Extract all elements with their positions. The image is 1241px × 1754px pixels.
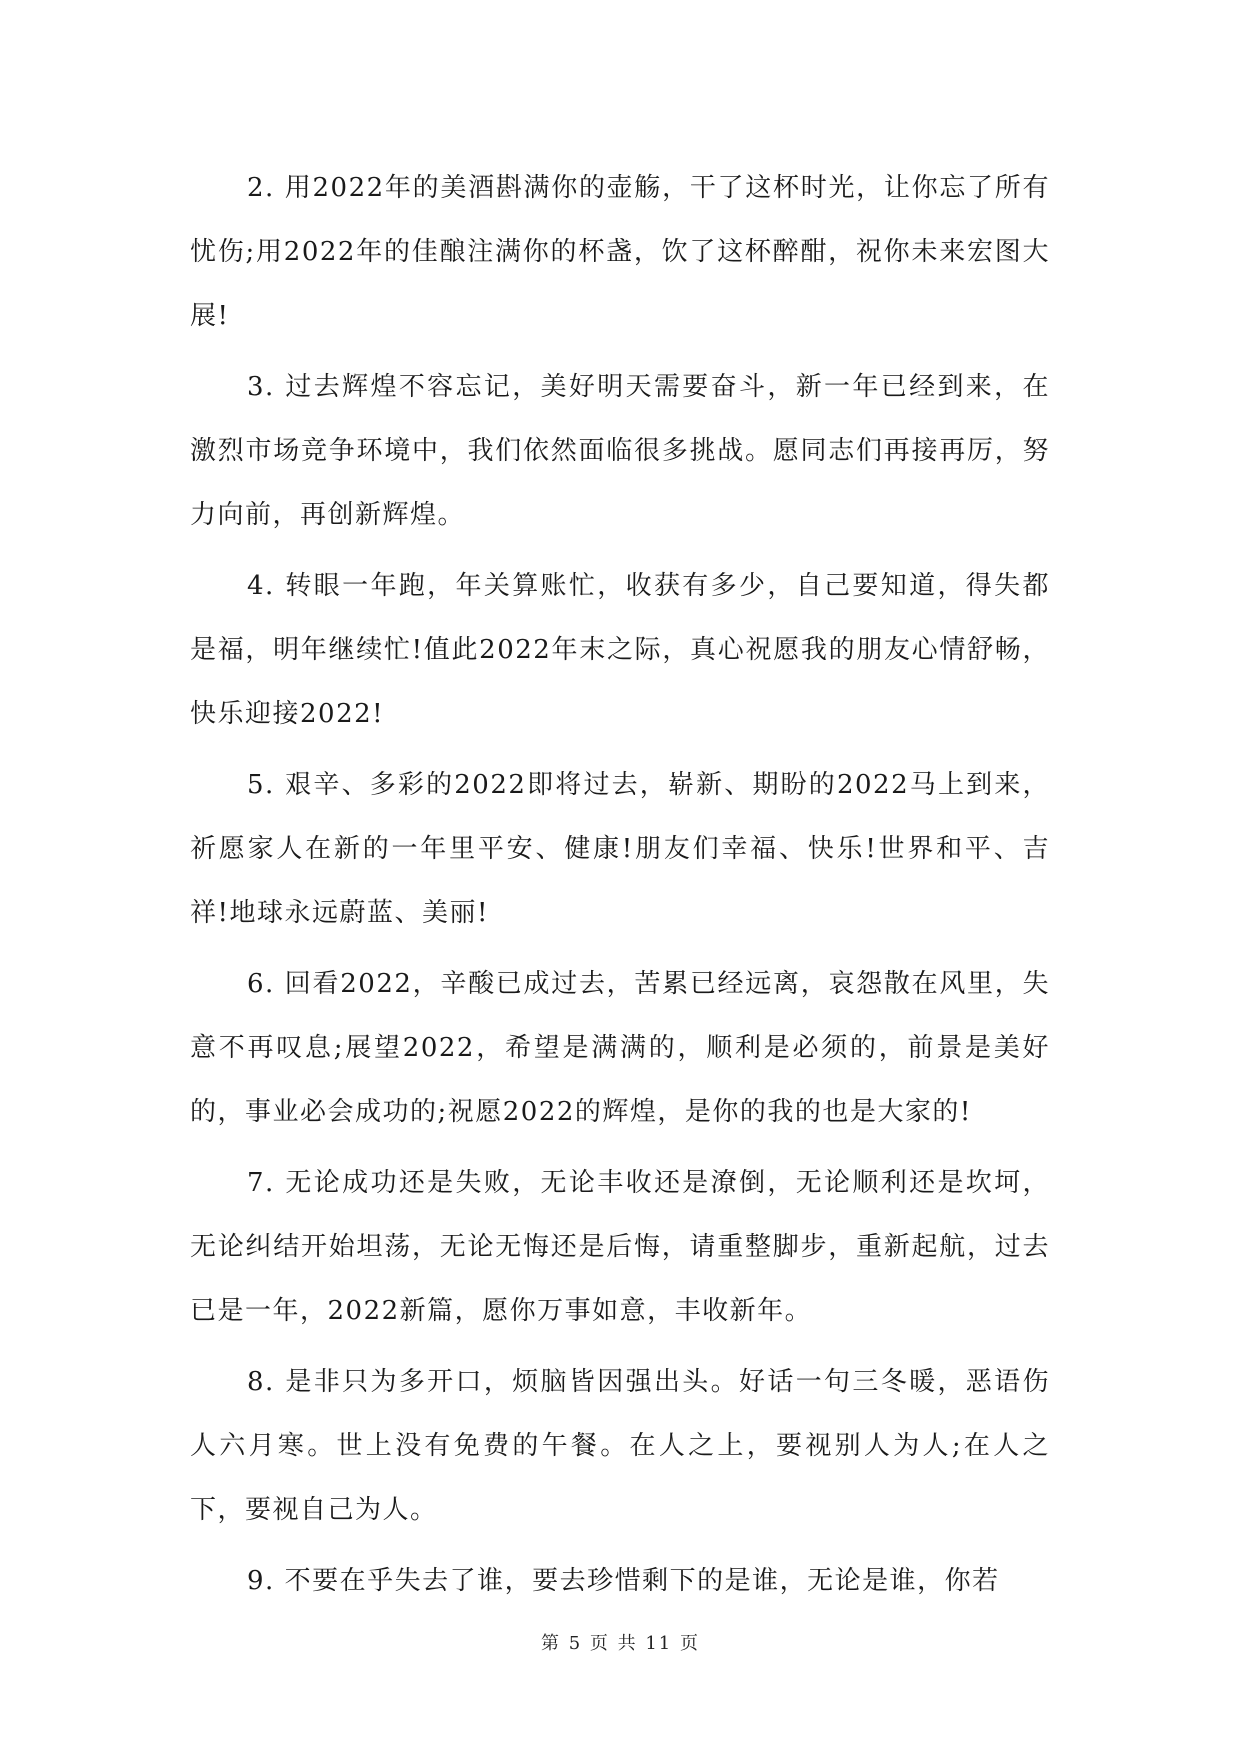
paragraph-8: 8. 是非只为多开口，烦脑皆因强出头。好话一句三冬暖，恶语伤人六月寒。世上没有免费的午餐。在人之上，要视别人为人;在人之下，要视自己为人。 bbox=[190, 1367, 1050, 1525]
paragraph-3: 3. 过去辉煌不容忘记，美好明天需要奋斗，新一年已经到来，在激烈市场竞争环境中，我们依然面临很多挑战。愿同志们再接再厉，努力向前，再创新辉煌。 bbox=[190, 372, 1050, 530]
paragraph-9: 9. 不要在乎失去了谁，要去珍惜剩下的是谁，无论是谁，你若 bbox=[247, 1566, 1000, 1596]
paragraph-7: 7. 无论成功还是失败，无论丰收还是潦倒，无论顺利还是坎坷，无论纠结开始坦荡，无论无悔还是后悔，请重整脚步，重新起航，过去已是一年，2022新篇，愿你万事如意，丰收新年。 bbox=[190, 1168, 1050, 1326]
page-footer: 第 5 页 共 11 页 bbox=[541, 1633, 700, 1654]
paragraph-6: 6. 回看2022，辛酸已成过去，苦累已经远离，哀怨散在风里，失意不再叹息;展望2022，希望是满满的，顺利是必须的，前景是美好的，事业必会成功的;祝愿2022的辉煌，是你的我的也是大家的! bbox=[190, 969, 1050, 1127]
paragraph-4: 4. 转眼一年跑，年关算账忙，收获有多少，自己要知道，得失都是福，明年继续忙!值此2022年末之际，真心祝愿我的朋友心情舒畅，快乐迎接2022! bbox=[190, 571, 1050, 729]
paragraph-5: 5. 艰辛、多彩的2022即将过去，崭新、期盼的2022马上到来，祈愿家人在新的一年里平安、健康!朋友们幸福、快乐!世界和平、吉祥!地球永远蔚蓝、美丽! bbox=[190, 770, 1050, 928]
paragraph-2: 2. 用2022年的美酒斟满你的壶觞，干了这杯时光，让你忘了所有忧伤;用2022年的佳酿注满你的杯盏，饮了这杯醉酣，祝你未来宏图大展! bbox=[190, 173, 1050, 331]
document-body bbox=[190, 156, 1050, 1620]
